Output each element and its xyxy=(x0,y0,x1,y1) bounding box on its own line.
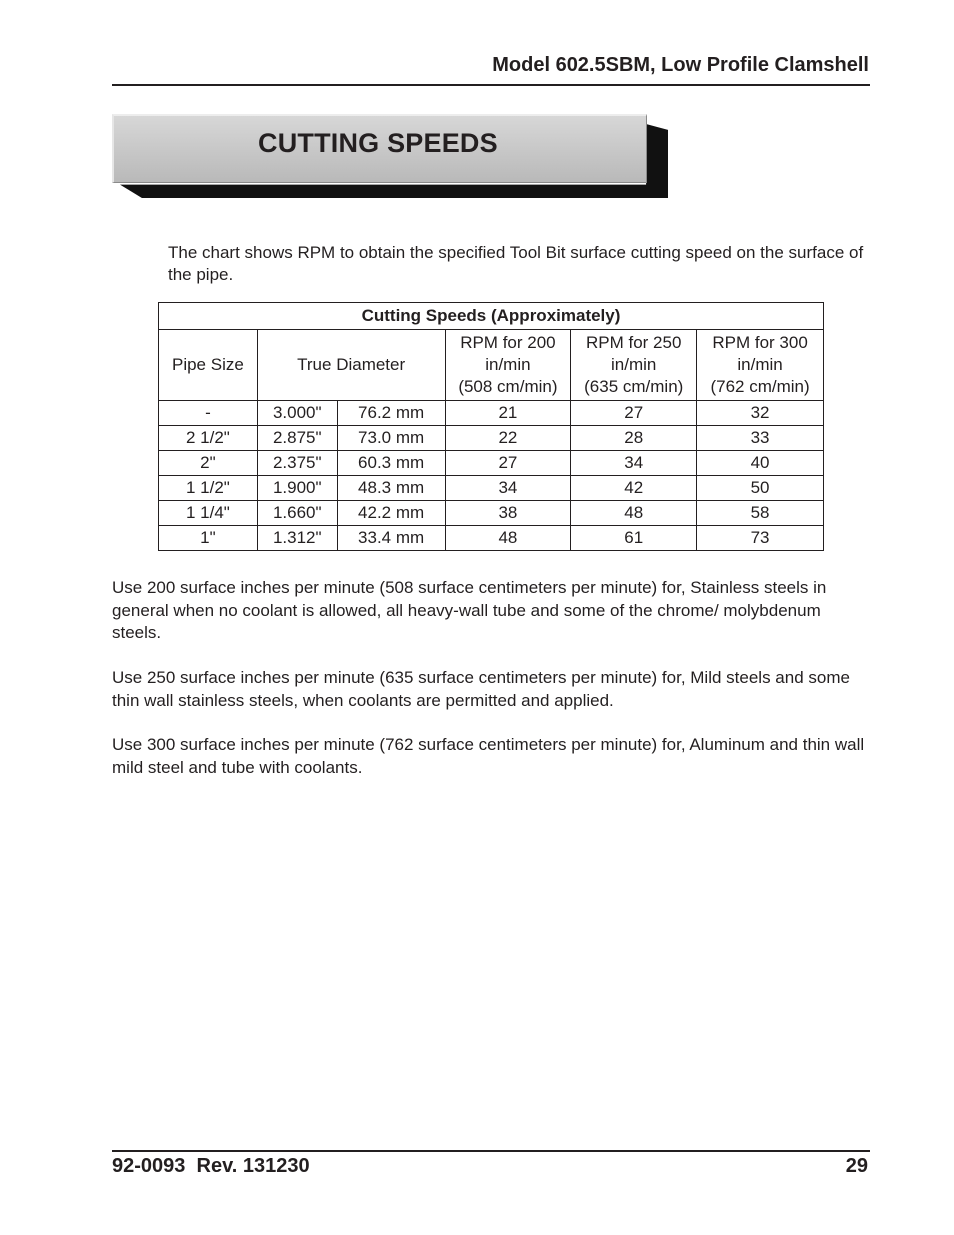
cell-rpm-200: 21 xyxy=(445,401,571,426)
header-rpm-200-line1: RPM for 200 xyxy=(460,333,556,352)
table-row xyxy=(159,526,824,551)
cell-rpm-250: 42 xyxy=(571,476,697,501)
cell-diameter-mm: 33.4 mm xyxy=(337,526,445,551)
header-rpm-300-line1: RPM for 300 xyxy=(712,333,808,352)
footer-page-number: 29 xyxy=(845,1155,868,1177)
paragraph-200-ipm: Use 200 surface inches per minute (508 surface centimeters per minute) for, Stainless steels in general when no coolant is allowed, all heavy-wall tube and some of the chrome/ molybdenum steels. xyxy=(112,578,827,642)
cell-diameter-inch: 2.375" xyxy=(257,451,337,476)
header-rpm-300-line3: (762 cm/min) xyxy=(710,377,810,396)
cell-diameter-inch: 1.660" xyxy=(257,501,337,526)
table-row xyxy=(159,401,824,426)
section-banner xyxy=(112,114,668,200)
cell-rpm-300: 32 xyxy=(697,401,824,426)
table-row xyxy=(159,451,824,476)
cell-diameter-inch: 2.875" xyxy=(257,426,337,451)
cell-diameter-mm: 73.0 mm xyxy=(337,426,445,451)
cell-rpm-200: 27 xyxy=(445,451,571,476)
cell-rpm-250: 48 xyxy=(571,501,697,526)
cell-rpm-300: 58 xyxy=(697,501,824,526)
cell-rpm-300: 40 xyxy=(697,451,824,476)
cell-pipe-size: 2" xyxy=(159,451,258,476)
cell-rpm-250: 27 xyxy=(571,401,697,426)
cutting-speeds-table xyxy=(158,302,824,551)
header-true-diameter: True Diameter xyxy=(257,330,445,401)
banner-face xyxy=(112,114,647,183)
cell-diameter-mm: 60.3 mm xyxy=(337,451,445,476)
cell-rpm-200: 48 xyxy=(445,526,571,551)
header-rpm-250 xyxy=(571,330,697,401)
header-rpm-250-line3: (635 cm/min) xyxy=(584,377,684,396)
table-caption: Cutting Speeds (Approximately) xyxy=(159,303,824,330)
header-rpm-200-line3: (508 cm/min) xyxy=(458,377,558,396)
cell-pipe-size: 2 1/2" xyxy=(159,426,258,451)
intro-text: The chart shows RPM to obtain the specified Tool Bit surface cutting speed on the surface of the pipe. xyxy=(168,243,864,284)
header-rpm-300 xyxy=(697,330,824,401)
header-rule xyxy=(112,84,870,86)
cell-rpm-200: 38 xyxy=(445,501,571,526)
paragraph-300-ipm: Use 300 surface inches per minute (762 surface centimeters per minute) for, Aluminum and thin wall mild steel and tube with coolants. xyxy=(112,735,865,777)
cell-pipe-size: - xyxy=(159,401,258,426)
cell-rpm-300: 73 xyxy=(697,526,824,551)
table-row xyxy=(159,426,824,451)
cell-diameter-mm: 42.2 mm xyxy=(337,501,445,526)
table-header-row xyxy=(159,330,824,401)
cell-pipe-size: 1" xyxy=(159,526,258,551)
cell-rpm-200: 34 xyxy=(445,476,571,501)
cell-diameter-mm: 76.2 mm xyxy=(337,401,445,426)
cell-diameter-mm: 48.3 mm xyxy=(337,476,445,501)
section-title: CUTTING SPEEDS xyxy=(258,128,498,158)
header-rpm-250-line2: in/min xyxy=(611,355,657,374)
cell-diameter-inch: 1.900" xyxy=(257,476,337,501)
header-rpm-200 xyxy=(445,330,571,401)
header-rpm-300-line2: in/min xyxy=(737,355,783,374)
footer-rule xyxy=(112,1150,870,1152)
cell-pipe-size: 1 1/2" xyxy=(159,476,258,501)
cell-rpm-300: 50 xyxy=(697,476,824,501)
cell-rpm-200: 22 xyxy=(445,426,571,451)
cell-rpm-250: 61 xyxy=(571,526,697,551)
cell-diameter-inch: 1.312" xyxy=(257,526,337,551)
footer-doc-number: 92-0093 Rev. 131230 xyxy=(112,1155,310,1177)
header-title: Model 602.5SBM, Low Profile Clamshell xyxy=(492,54,869,76)
table-row xyxy=(159,501,824,526)
header-rpm-250-line1: RPM for 250 xyxy=(586,333,682,352)
paragraph-250-ipm: Use 250 surface inches per minute (635 surface centimeters per minute) for, Mild steels and some thin wall stainless steels, when coolants are permitted and applied. xyxy=(112,668,850,710)
cell-rpm-250: 28 xyxy=(571,426,697,451)
cell-diameter-inch: 3.000" xyxy=(257,401,337,426)
cell-rpm-250: 34 xyxy=(571,451,697,476)
header-rpm-200-line2: in/min xyxy=(485,355,531,374)
cell-pipe-size: 1 1/4" xyxy=(159,501,258,526)
table-row xyxy=(159,476,824,501)
cell-rpm-300: 33 xyxy=(697,426,824,451)
header-pipe-size: Pipe Size xyxy=(159,330,258,401)
